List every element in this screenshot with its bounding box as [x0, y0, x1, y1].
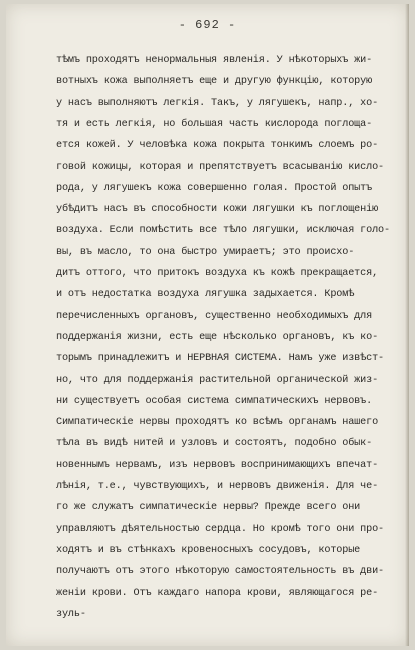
- text-line: новеннымъ нервамъ, изъ нервовъ воспринимающихъ впечат-: [56, 459, 379, 471]
- text-line: у насъ выполняютъ легкія. Такъ, у лягушекъ, напр., хо-: [56, 97, 379, 109]
- text-line: лѣнія, т.е., чувствующихъ, и нервовъ движенія. Для че-: [56, 481, 379, 492]
- text-line: торымъ принадлежитъ и НЕРВНАЯ СИСТЕМА. Намъ уже извѣст-: [56, 353, 384, 365]
- text-line: го же служатъ симпатическіе нервы? Прежде всего они: [56, 502, 361, 514]
- text-line: Симпатическіе нервы проходятъ ко всѣмъ органамъ нашего: [56, 417, 379, 429]
- text-line: тѣмъ проходятъ ненормальныя явленія. У нѣкоторыхъ жи-: [56, 55, 373, 66]
- text-line: и отъ недостатка воздуха лягушка задыхается. Кромѣ: [56, 289, 355, 301]
- text-line: управляютъ дѣятельностью сердца. Но кромѣ того они про-: [56, 523, 384, 535]
- text-line: зуль-: [56, 608, 86, 620]
- text-line: воздуха. Если помѣстить все тѣло лягушки, исключая голо-: [56, 225, 390, 237]
- text-line: поддержанія жизни, есть еще нѣсколько органовъ, къ ко-: [56, 331, 379, 343]
- text-line: вотныхъ кожа выполняетъ еще и другую функцію, которую: [56, 76, 373, 88]
- text-line: ни существуетъ особая система симпатическихъ нервовъ.: [56, 395, 373, 407]
- document-page: [6, 4, 409, 646]
- text-line: перечисленныхъ органовъ, существенно необходимыхъ для: [56, 310, 373, 322]
- text-line: рода, у лягушекъ кожа совершенно голая. Простой опытъ: [56, 182, 373, 194]
- page-number: - 692 -: [178, 18, 237, 32]
- text-line: тя и есть легкія, но большая часть кислорода поглоща-: [56, 118, 373, 130]
- text-line: ходятъ и въ стѣнкахъ кровеносныхъ сосудовъ, которые: [56, 544, 361, 556]
- text-line: убѣдитъ насъ въ способности кожи лягушки къ поглощенію: [56, 204, 379, 216]
- text-line: женіи крови. Отъ каждаго напора крови, являющагося ре-: [56, 587, 379, 599]
- text-line: ется кожей. У человѣка кожа покрыта тонкимъ слоемъ ро-: [56, 140, 379, 152]
- text-line: вы, въ масло, то она быстро умираетъ; это происхо-: [56, 246, 355, 258]
- text-line: дитъ оттого, что притокъ воздуха къ кожѣ прекращается,: [56, 268, 379, 279]
- text-line: но, что для поддержанія растительной органической жиз-: [56, 374, 379, 386]
- text-line: получаютъ отъ этого нѣкоторую самостоятельность въ дви-: [56, 566, 384, 578]
- page-edge-shadow: [405, 4, 409, 646]
- body-text: [6, 4, 409, 646]
- text-line: говой кожицы, которая и препятствуетъ всасыванію кисло-: [56, 161, 384, 173]
- text-line: тѣла въ видѣ нитей и узловъ и состоятъ, подобно обык-: [56, 438, 373, 450]
